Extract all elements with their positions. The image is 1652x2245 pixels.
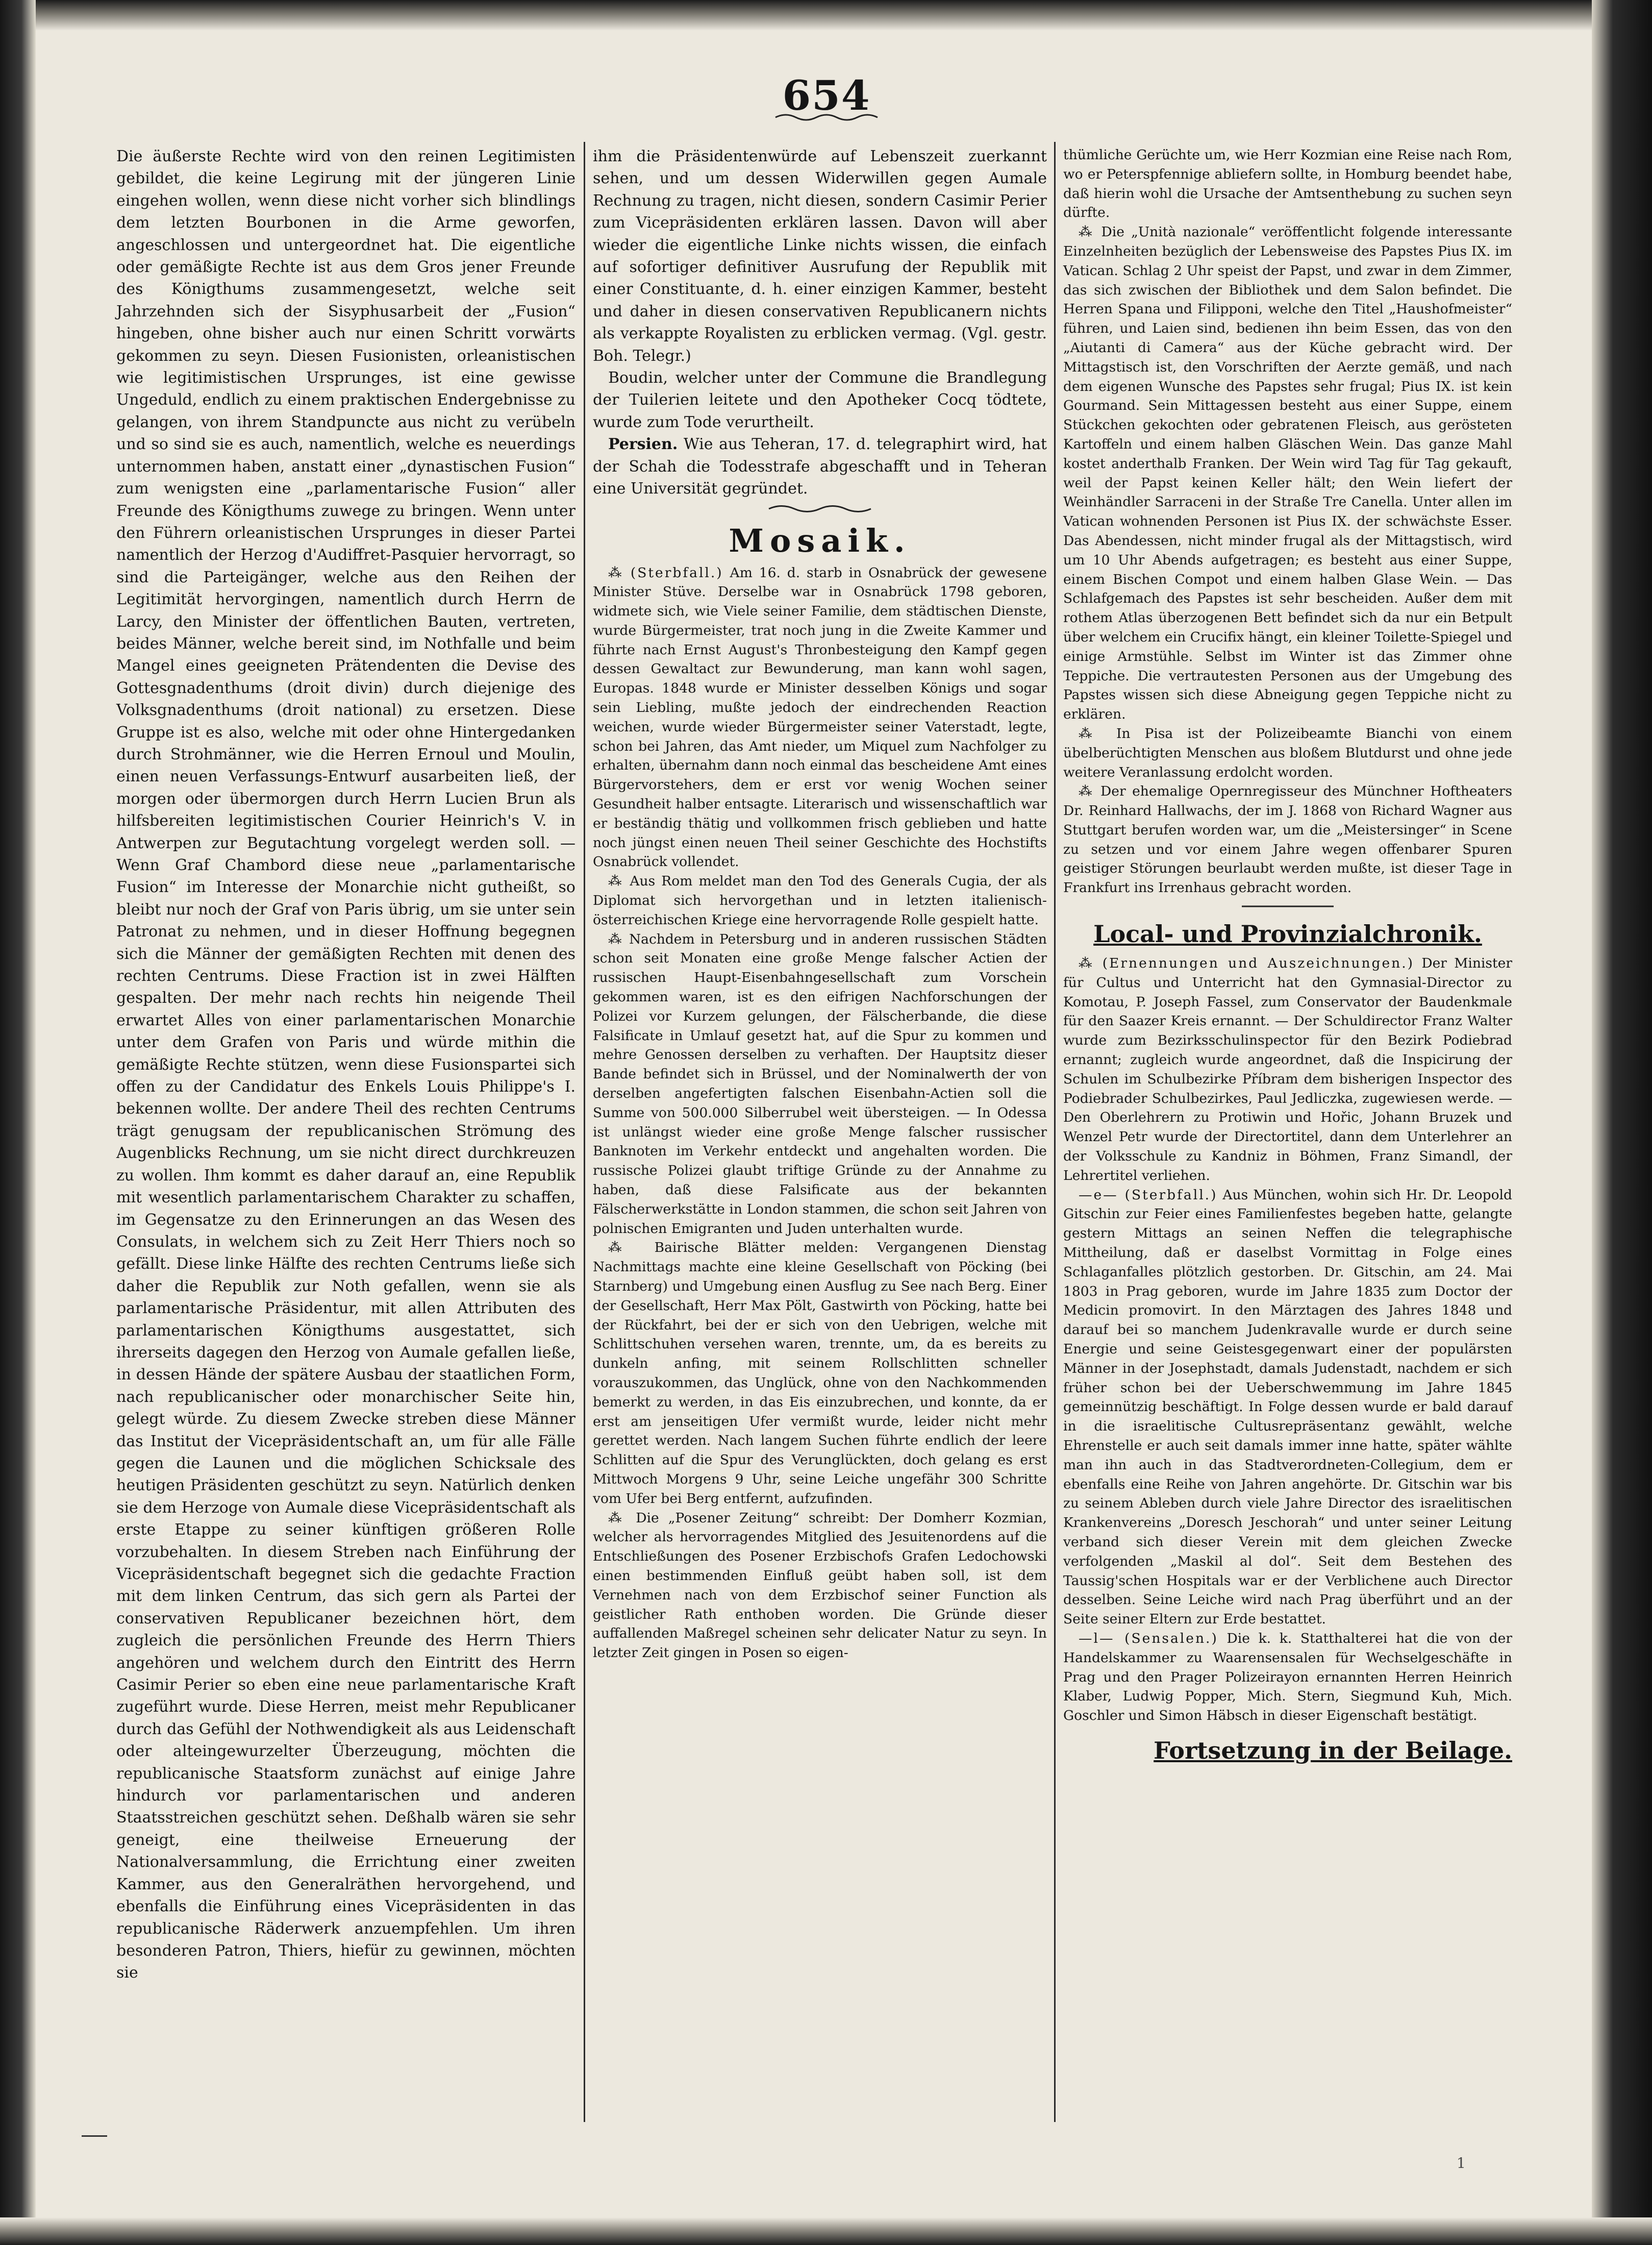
article-ernennungen: ⁂ (Ernennungen und Auszeichnungen.) Der Minister für Cultus und Unterricht hat den Gymnasial-Director zu Komotau, P. Joseph Fassel, zum Conservator der Baudenkmale für den Saazer Kreis ernannt. — Der Schuldirector Franz Walter wurde zum Bezirksschulinspector für den Bezirk Podiebrad ernannt; zugleich wurde angeordnet, daß die Inspicirung der Schulen im Schulbezirke Příbram dem bisherigen Inspector des Podiebrader Schulbezirkes, Paul Jedliczka, zugewiesen werde. — Den Oberlehrern zu Protiwin und Hořic, Johann Bruzek und Wenzel Petr wurde der Directortitel, dann dem Unterlehrer an der Volksschule zu Kandniz in Böhmen, Franz Simandl, der Lehrertitel verliehen. [1063, 955, 1512, 1183]
article-petersburg: ⁂ Nachdem in Petersburg und in anderen russischen Städten schon seit Monaten eine große Menge falscher Actien der russischen Haupt-Eisenbahngesellschaft zum Vorschein gekommen waren, ist es den eifrigen Nachforschungen der Polizei vor Kurzem gelungen, der Fälscherbande, die diese Falsificate in Umlauf gesetzt hat, auf die Spur zu kommen und mehre Genossen derselben zu verhaften. Der Hauptsitz dieser Bande befindet sich in Brüssel, und der Nominalwerth der von derselben angefertigten falschen Eisenbahn-Actien soll die Summe von 500.000 Silberrubel weit übersteigen. — In Odessa ist unlängst wieder eine große Menge falscher russischer Banknoten im Verkehr entdeckt und angehalten worden. Die russische Polizei glaubt triftige Gründe zu der Annahme zu haben, daß diese Falsificate aus der bekannten Fälscherwerkstätte in London stammen, die schon seit Jahren von polnischen Emigranten und Juden unterhalten wurde. [593, 931, 1047, 1237]
column-chronicle [1063, 145, 1512, 2120]
bairische-text: Bairische Blätter melden: Vergangenen Dienstag Nachmittags machte eine kleine Gesellschaft von Pöcking (bei Starnberg) und Umgebung einen Ausflug zu See nach Berg. Einer der Gesellschaft, Herr Max Pölt, Gastwirth von Pöcking, hatte bei der Rückfahrt, bei der er sich von den Uebrigen, welche mit Schlittschuhen versehen waren, trennte, um, da es bereits zu dunkeln anfing, mit seinem Rollschlitten schneller vorauszukommen, das Unglück, ohne von den Nachkommenden bemerkt zu werden, in das Eis einzubrechen, und konnte, da er erst am jenseitigen Ufer vermißt wurde, leider nicht mehr gerettet werden. Nach langem Suchen führte endlich der leere Schlitten auf die Spur des Verunglückten, doch gelang es erst Mittwoch Morgens 9 Uhr, seine Leiche ungefähr 300 Schritte vom Ufer bei Berg entfernt, aufzufinden. [593, 1240, 1047, 1507]
scan-border-left [0, 0, 36, 2245]
chronik-items [1063, 954, 1512, 1725]
pisa-text: In Pisa ist der Polizeibeamte Bianchi von einem übelberüchtigten Menschen aus bloßem Blutdurst und ohne jede weitere Veranlassung erdolcht worden. [1063, 725, 1512, 780]
article-unita: ⁂ Die „Unità nazionale“ veröffentlicht folgende interessante Einzelnheiten bezüglich der Lebensweise des Papstes Pius IX. im Vatican. Schlag 2 Uhr speist der Papst, und zwar in dem Zimmer, das sich zwischen der Bibliothek und dem Salon befindet. Die Herren Spana und Filipponi, welche den Titel „Haushofmeister“ führen, und Laien sind, bedienen ihn beim Essen, das von den „Aiutanti di Camera“ aus der Küche gebracht wird. Der Mittagstisch ist, den Vorschriften der Aerzte gemäß, und nach dem eigenen Wunsche des Papstes sehr frugal; Pius IX. ist kein Gourmand. Sein Mittagessen besteht aus einer Suppe, einem Stückchen gekochten oder gebratenen Fleisch, aus gerösteten Kartoffeln und einem halben Gläschen Wein. Das ganze Mahl kostet anderthalb Franken. Der Wein wird Tag für Tag gekauft, weil der Papst keinen Keller hält; den Wein liefert der Weinhändler Sarraceni in der Straße Tre Canella. Unter allen im Vatican wohnenden Personen ist Pius IX. der schwächste Esser. Das Abendessen, nicht minder frugal als der Mittagstisch, wird um 10 Uhr Abends aufgetragen; es besteht aus einer Suppe, einem Bischen Compot und einem halben Glase Wein. — Das Schlafgemach des Papstes ist sehr bescheiden. Außer dem mit rothem Atlas überzogenen Bett befindet sich da nur ein Betpult über welchem ein Crucifix hängt, ein kleiner Toilette-Spiegel und einige Armstühle. Selbst im Winter ist das Zimmer ohne Teppiche. Die vertrautesten Personen aus der Umgebung des Papstes wissen sich diese Abneigung gegen Teppiche nicht zu erklären. [1063, 224, 1512, 723]
sensalen-label: —l— (Sensalen.) [1079, 1630, 1218, 1646]
column-rule-2 [1054, 142, 1056, 2122]
article-stuve: ⁂ (Sterbfall.) Am 16. d. starb in Osnabrück der gewesene Minister Stüve. Derselbe war in Osnabrück 1798 geboren, widmete sich, wie Viele seiner Familie, dem städtischen Dienste, wurde Bürgermeister, trat noch jung in die Zweite Kammer und führte nach Ernst August's Thronbesteigung den Kampf gegen dessen Gewaltact zur Bewunderung, man kann wohl sagen, Europas. 1848 wurde er Minister desselben Königs und sogar sein Liebling, mußte jedoch der eindrechenden Reaction weichen, wurde wieder Bürgermeister seiner Vaterstadt, legte, schon bei Jahren, das Amt nieder, um Miquel zum Nachfolger zu erhalten, übernahm dann noch einmal das bescheidene Amt eines Bürgervorstehers, dem er erst vor wenig Wochen seiner Gesundheit halber entsagte. Literarisch und wissenschaftlich war er beständig thätig und vollkommen frisch geblieben und hatte noch jüngst einen neuen Theil seiner Geschichte des Hochstifts Osnabrück vollendet. [593, 564, 1047, 870]
section-divider-line [1232, 900, 1344, 913]
ernennungen-label: (Ernennungen und Auszeichnungen.) [1102, 955, 1415, 972]
article-posener: ⁂ Die „Posener Zeitung“ schreibt: Der Domherr Kozmian, welcher als hervorragendes Mitglied des Jesuitenordens auf die Entschließungen des Posener Erzbischofs Grafen Ledochowski einen bestimmenden Einfluß geübt haben soll, ist dem Vernehmen nach von dem Erzbischof seiner Function als geistlicher Rath enthoben worden. Die Gründe dieser auffallenden Maßregel scheinen sehr delicater Natur zu seyn. In letzter Zeit gingen in Posen so eigen- [593, 1510, 1047, 1661]
ernennungen-text: Der Minister für Cultus und Unterricht hat den Gymnasial-Director zu Komotau, P. Joseph Fassel, zum Conservator der Baudenkmale für den Saazer Kreis ernannt. — Der Schuldirector Franz Walter wurde zum Bezirksschulinspector für den Bezirk Podiebrad ernannt; zugleich wurde angeordnet, daß die Inspicirung der Schulen im Schulbezirke Příbram dem bisherigen Inspector des Podiebrader Schulbezirkes, Paul Jedliczka, zugewiesen werde. — Den Oberlehrern zu Protiwin und Hořic, Johann Bruzek und Wenzel Petr wurde der Directortitel, dann dem Unterlehrer an der Volksschule zu Kandniz in Böhmen, Franz Simandl, der Lehrertitel verliehen. [1063, 955, 1512, 1183]
stuve-text: Am 16. d. starb in Osnabrück der gewesene Minister Stüve. Derselbe war in Osnabrück 1798 geboren, widmete sich, wie Viele seiner Familie, dem städtischen Dienste, wurde Bürgermeister, trat noch jung in die Zweite Kammer und führte nach Ernst August's Thronbesteigung den Kampf gegen dessen Gewaltact zur Bewunderung, man kann wohl sagen, Europas. 1848 wurde er Minister desselben Königs und sogar sein Liebling, mußte jedoch der eindrechenden Reaction weichen, wurde wieder Bürgermeister seiner Vaterstadt, legte, schon bei Jahren, das Amt nieder, um Miquel zum Nachfolger zu erhalten, übernahm dann noch einmal das bescheidene Amt eines Bürgervorstehers, dem er erst vor wenig Wochen seiner Gesundheit halber entsagte. Literarisch und wissenschaftlich war er beständig thätig und vollkommen frisch geblieben und hatte noch jüngst einen neuen Theil seiner Geschichte des Hochstifts Osnabrück vollendet. [593, 564, 1047, 870]
column-news [593, 145, 1047, 2120]
article-sensalen [1063, 1629, 1512, 1725]
section-title-chronik: Local- und Provinzialchronik. [1093, 920, 1482, 948]
scan-border-bottom [0, 2217, 1652, 2245]
page-number: 654 [782, 71, 871, 119]
section-divider-ornament [764, 502, 876, 515]
continued-notice: Fortsetzung in der Beilage. [1154, 1736, 1512, 1764]
article-hallwachs: ⁂ Der ehemalige Opernregisseur des Münchner Hoftheaters Dr. Reinhard Hallwachs, der im J. 1868 von Richard Wagner aus Stuttgart berufen worden war, um die „Meistersinger“ in Scene zu setzen und vor einem Jahre wegen offenbarer Spuren geistiger Störungen beurlaubt werden mußte, ist dieser Tage in Frankfurt ins Irrenhaus gebracht worden. [1063, 783, 1512, 896]
article-kozmian-continued: thümliche Gerüchte um, wie Herr Kozmian eine Reise nach Rom, wo er Peterspfennige abliefern sollte, in Homburg beendet habe, daß hierin wohl die Ursache der Amtsenthebung zu suchen seyn dürfte. [1063, 147, 1512, 221]
gitschin-text: Aus München, wohin sich Hr. Dr. Leopold Gitschin zur Feier eines Familienfestes begeben hatte, gelangte gestern Mittags an seinen Neffen die telegraphische Mittheilung, daß er daselbst Vormittag in Folge eines Schlaganfalles plötzlich gestorben. Dr. Gitschin, am 24. Mai 1803 in Prag geboren, wurde im Jahre 1835 zum Doctor der Medicin promovirt. In den Märztagen des Jahres 1848 und darauf bei so manchem Judenkravalle wurde er durch seine Energie und seine Geistesgegenwart einer der populärsten Männer in der Josephstadt, damals Judenstadt, nachdem er sich früher schon bei der Ueberschwemmung im Jahre 1845 gemeinnützig beschäftigt. In Folge dessen wurde er bald darauf in die israelitische Cultusrepräsentanz gewählt, welche Ehrenstelle er auch seit damals immer inne hatte, später wählte man ihn auch in das Stadtverordneten-Collegium, dem er ebenfalls eine Reihe von Jahren angehörte. Dr. Gitschin war bis zu seinem Ableben durch viele Jahre Director des israelitischen Krankenvereins „Doresch Jeschorah“ und unter seiner Leitung verband sich dieser Verein mit dem gleichen Zwecke verfolgenden „Maskil al dol“. Seit dem Bestehen des Taussig'schen Hospitals war er der Verblichene auch Director desselben. Seine Leiche wird nach Prag überführt und an der Seite seiner Eltern zur Erde bestattet. [1063, 1187, 1512, 1627]
mosaik-items-continued [1063, 145, 1512, 898]
article-persien [593, 433, 1047, 500]
article-cugia: ⁂ Aus Rom meldet man den Tod des Generals Cugia, der als Diplomat sich hervorgethan und in letzten italienisch-österreichischen Kriege eine hervorragende Rolle gespielt hatte. [593, 873, 1047, 928]
article-france-parties: Die äußerste Rechte wird von den reinen Legitimisten gebildet, die keine Legirung mit der jüngeren Linie eingehen wollen, wenn diese nicht vorher sich blindlings dem letzten Bourbonen in die Arme geworfen, angeschlossen und untergeordnet hat. Die eigentliche oder gemäßigte Rechte ist aus dem Gros jener Freunde des Königthums zusammengesetzt, welche seit Jahrzehnden sich der Sisyphusarbeit der „Fusion“ hingeben, ohne bisher auch nur einen Schritt vorwärts gekommen zu seyn. Diesen Fusionisten, orleanistischen wie legitimistischen Ursprunges, ist eine gewisse Ungeduld, endlich zu einem praktischen Endergebnisse zu gelangen, von ihrem Standpuncte aus nicht zu verübeln und so sind sie es auch, namentlich, welche es neuerdings unternommen haben, anstatt einer „dynastischen Fusion“ zum wenigsten eine „parlamentarische Fusion“ aller Freunde des Königthums zuwege zu bringen. Wenn unter den Führern orleanistischen Ursprunges in dieser Partei namentlich der Herzog d'Audiffret-Pasquier hervorragt, so sind die Parteigänger, welche aus den Reihen der Legitimität hervorgingen, namentlich durch Herrn de Larcy, den Minister der öffentlichen Bauten, vertreten, beides Männer, welche bereit sind, im Nothfalle und beim Mangel eines geeigneten Prätendenten die Devise des Gottesgnadenthums (droit divin) durch diejenige des Volksgnadenthums (droit national) zu ersetzen. Diese Gruppe ist es also, welche mit oder ohne Hintergedanken durch Strohmänner, wie die Herren Ernoul und Moulin, einen neuen Verfassungs-Entwurf ausarbeiten ließ, der morgen oder übermorgen durch Herrn Lucien Brun als hilfsbereiten legitimistischen Courier Heinrich's V. in Antwerpen zur Begutachtung vorgelegt werden soll. — Wenn Graf Chambord diese neue „parlamentarische Fusion“ im Interesse der Monarchie nicht gutheißt, so bleibt nur noch der Graf von Paris übrig, um sie unter sein Patronat zu nehmen, und in dieser Hoffnung begegnen sich die Männer der gemäßigten Rechten mit denen des rechten Centrums. Diese Fraction ist in zwei Hälften gespalten. Der mehr nach rechts hin neigende Theil erwartet Alles von einer parlamentarischen Monarchie unter dem Grafen von Paris und würde mithin die gemäßigte Rechte stützen, wenn diese Fusionspartei sich offen zu der Candidatur des Enkels Louis Philippe's I. bekennen wollte. Der andere Theil des rechten Centrums trägt genugsam der republicanischen Strömung des Augenblicks Rechnung, um sie nicht direct durchkreuzen zu wollen. Ihm kommt es daher darauf an, eine Republik mit wesentlich parlamentarischem Charakter zu schaffen, im Gegensatze zu den Erinnerungen an das Wesen des Consulats, in welchem sich zu Zeit Herr Thiers noch so gefällt. Diese linke Hälfte des rechten Centrums ließe sich daher die Republik zur Noth gefallen, wenn sie als parlamentarische Präsidentur, mit allen Attributen des parlamentarischen Königthums ausgestattet, sich ihrerseits dagegen den Herzog von Aumale gefallen ließe, in dessen Hände der spätere Ausbau der staatlichen Form, nach republicanischer oder monarchischer Seite hin, gelegt würde. Zu diesem Zwecke streben diese Männer das Institut der Vicepräsidentschaft an, um für alle Fälle gegen die Launen und die möglichen Schicksale des heutigen Präsidenten geschützt zu seyn. Natürlich denken sie dem Herzoge von Aumale diese Vicepräsidentschaft als erste Etappe zu seiner künftigen größeren Rolle vorzubehalten. In diesem Streben nach Einführung der Vicepräsidentschaft begegnet sich die gedachte Fraction mit dem linken Centrum, das sich gern als Partei der conservativen Republicaner bezeichnen hört, dem zugleich die persönlichen Freunde des Herrn Thiers angehören und welchem durch den Eintritt des Herrn Casimir Perier so eben eine neue parlamentarische Kraft zugeführt wurde. Diese Herren, meist mehr Republicaner durch das Gefühl der Nothwendigkeit als aus Leidenschaft oder alteingewurzelter Überzeugung, möchten die republicanische Staatsform zunächst auf einige Jahre hindurch vor parlamentarischen und anderen Staatsstreichen geschützt sehen. Deßhalb wären sie sehr geneigt, eine theilweise Erneuerung der Nationalversammlung, die Errichtung einer zweiten Kammer, aus den Generalräthen hervorgehend, und ebenfalls die Einführung eines Vicepräsidenten in das republicanische Räderwerk anzuempfehlen. Um ihren besonderen Patron, Thiers, hiefür zu gewinnen, möchten sie [116, 147, 575, 1982]
column-politics [116, 145, 575, 2120]
article-france-continued: ihm die Präsidentenwürde auf Lebenszeit zuerkannt sehen, und um dessen Widerwillen gegen Aumale Rechnung zu tragen, nicht diesen, sondern Casimir Perier zum Vicepräsidenten erklären lassen. Davon will aber wieder die eigentliche Linke nichts wissen, die einfach auf sofortiger definitiver Ausrufung der Republik mit einer Constituante, d. h. einer einzigen Kammer, besteht und daher in diesen conservativen Republicanern nichts als verkappte Royalisten zu erblicken vermag. (Vgl. gestr. Boh. Telegr.) [593, 147, 1047, 365]
mosaik-items [593, 563, 1047, 1663]
article-pisa: ⁂ In Pisa ist der Polizeibeamte Bianchi von einem übelberüchtigten Menschen aus bloßem Blutdurst und ohne jede weitere Veranlassung erdolcht worden. [1063, 725, 1512, 780]
stuve-label: (Sterbfall.) [630, 564, 723, 581]
sensalen-text: Die k. k. Statthalterei hat die von der Handelskammer zu Waarensensalen für Wechselgeschäfte in Prag und den Prager Polizeirayon ernannten Herren Heinrich Klaber, Ludwig Popper, Mich. Stern, Siegmund Kuh, Mich. Goschler und Simon Häbsch in dieser Eigenschaft bestätigt. [1063, 1630, 1512, 1724]
article-boudin: Boudin, welcher unter der Commune die Brandlegung der Tuilerien leitete und den Apotheker Cocq tödtete, wurde zum Tode verurtheilt. [593, 369, 1047, 431]
petersburg-text: Nachdem in Petersburg und in anderen russischen Städten schon seit Monaten eine große Menge falscher Actien der russischen Haupt-Eisenbahngesellschaft zum Vorschein gekommen waren, ist es den eifrigen Nachforschungen der Polizei vor Kurzem gelungen, der Fälscherbande, die diese Falsificate in Umlauf gesetzt hat, auf die Spur zu kommen und mehre Genossen derselben zu verhaften. Der Hauptsitz dieser Bande befindet sich in Brüssel, und der Nominalwerth der von derselben angefertigten falschen Eisenbahn-Actien soll die Summe von 500.000 Silberrubel weit übersteigen. — In Odessa ist unlängst wieder eine große Menge falscher russischer Banknoten im Verkehr entdeckt und angehalten worden. Die russische Polizei glaubt triftige Gründe zu der Annahme zu haben, daß diese Falsificate aus der bekannten Fälscherwerkstätte in London stammen, die schon seit Jahren von polnischen Emigranten und Juden unterhalten wurde. [593, 931, 1047, 1237]
cugia-text: Aus Rom meldet man den Tod des Generals Cugia, der als Diplomat sich hervorgethan und in letzten italienisch-österreichischen Kriege eine hervorragende Rolle gespielt hatte. [593, 873, 1047, 928]
scan-border-top [0, 0, 1652, 31]
article-bairische: ⁂ Bairische Blätter melden: Vergangenen Dienstag Nachmittags machte eine kleine Gesellschaft von Pöcking (bei Starnberg) und Umgebung einen Ausflug zu See nach Berg. Einer der Gesellschaft, Herr Max Pölt, Gastwirth von Pöcking, hatte bei der Rückfahrt, bei der er sich von den Uebrigen, welche mit Schlittschuhen versehen waren, trennte, um, da es bereits zu dunkeln anfing, mit seinem Rollschlitten schneller vorauszukommen, das Unglück, ohne von den Nachkommenden bemerkt zu werden, in das Eis einzubrechen, und konnte, da er erst am jenseitigen Ufer vermißt wurde, leider nicht mehr gerettet werden. Nach langem Suchen führte endlich der leere Schlitten auf die Spur des Verunglückten, doch gelang es erst Mittwoch Morgens 9 Uhr, seine Leiche ungefähr 300 Schritte vom Ufer bei Berg entfernt, aufzufinden. [593, 1240, 1047, 1507]
hallwachs-text: Der ehemalige Opernregisseur des Münchner Hoftheaters Dr. Reinhard Hallwachs, der im J. 1868 von Richard Wagner aus Stuttgart berufen worden war, um die „Meistersinger“ in Scene zu setzen und vor einem Jahre wegen offenbarer Spuren geistiger Störungen beurlaubt werden mußte, ist dieser Tage in Frankfurt ins Irrenhaus gebracht worden. [1063, 783, 1512, 896]
page-number-ornament [770, 112, 883, 122]
column-rule-1 [584, 142, 585, 2122]
persien-text: Wie aus Teheran, 17. d. telegraphirt wird, hat der Schah die Todesstrafe abgeschafft und in Teheran eine Universität gegründet. [593, 435, 1047, 498]
article-gitschin [1063, 1186, 1512, 1629]
unita-text: Die „Unità nazionale“ veröffentlicht folgende interessante Einzelnheiten bezüglich der Lebensweise des Papstes Pius IX. im Vatican. Schlag 2 Uhr speist der Papst, und zwar in dem Zimmer, das sich zwischen der Bibliothek und dem Salon befindet. Die Herren Spana und Filipponi, welche den Titel „Haushofmeister“ führen, und Laien sind, bedienen ihn beim Essen, das von den „Aiutanti di Camera“ aus der Küche gebracht wird. Der Mittagstisch ist, den Vorschriften der Aerzte gemäß, und nach dem eigenen Wunsche des Papstes sehr frugal; Pius IX. ist kein Gourmand. Sein Mittagessen besteht aus einer Suppe, einem Stückchen gekochten oder gebratenen Fleisch, aus gerösteten Kartoffeln und einem halben Gläschen Wein. Das ganze Mahl kostet anderthalb Franken. Der Wein wird Tag für Tag gekauft, weil der Papst keinen Keller hält; den Wein liefert der Weinhändler Sarraceni in der Straße Tre Canella. Unter allen im Vatican wohnenden Personen ist Pius IX. der schwächste Esser. Das Abendessen, nicht minder frugal als der Mittagstisch, wird um 10 Uhr Abends aufgetragen; es besteht aus einer Suppe, einem Bischen Compot und einem halben Glase Wein. — Das Schlafgemach des Papstes ist sehr bescheiden. Außer dem mit rothem Atlas überzogenen Bett befindet sich da nur ein Betpult über welchem ein Crucifix hängt, ein kleiner Toilette-Spiegel und einige Armstühle. Selbst im Winter ist das Zimmer ohne Teppiche. Die vertrautesten Personen aus der Umgebung des Papstes wissen sich diese Abneigung gegen Teppiche nicht zu erklären. [1063, 224, 1512, 723]
posener-text: Die „Posener Zeitung“ schreibt: Der Domherr Kozmian, welcher als hervorragendes Mitglied des Jesuitenordens auf die Entschließungen des Posener Erzbischofs Grafen Ledochowski einen bestimmenden Einfluß geübt haben soll, ist dem Vernehmen nach von dem Erzbischof seiner Function als geistlicher Rath enthoben worden. Die Gründe dieser auffallenden Maßregel scheinen sehr delicater Natur zu seyn. In letzter Zeit gingen in Posen so eigen- [593, 1510, 1047, 1661]
gitschin-label: —e— (Sterbfall.) [1079, 1187, 1218, 1203]
scan-border-right [1592, 0, 1652, 2245]
section-title-mosaik: Mosaik. [729, 522, 911, 559]
margin-dash [82, 2135, 107, 2137]
corner-mark: 1 [1457, 2155, 1466, 2172]
persien-label: Persien. [608, 435, 678, 454]
